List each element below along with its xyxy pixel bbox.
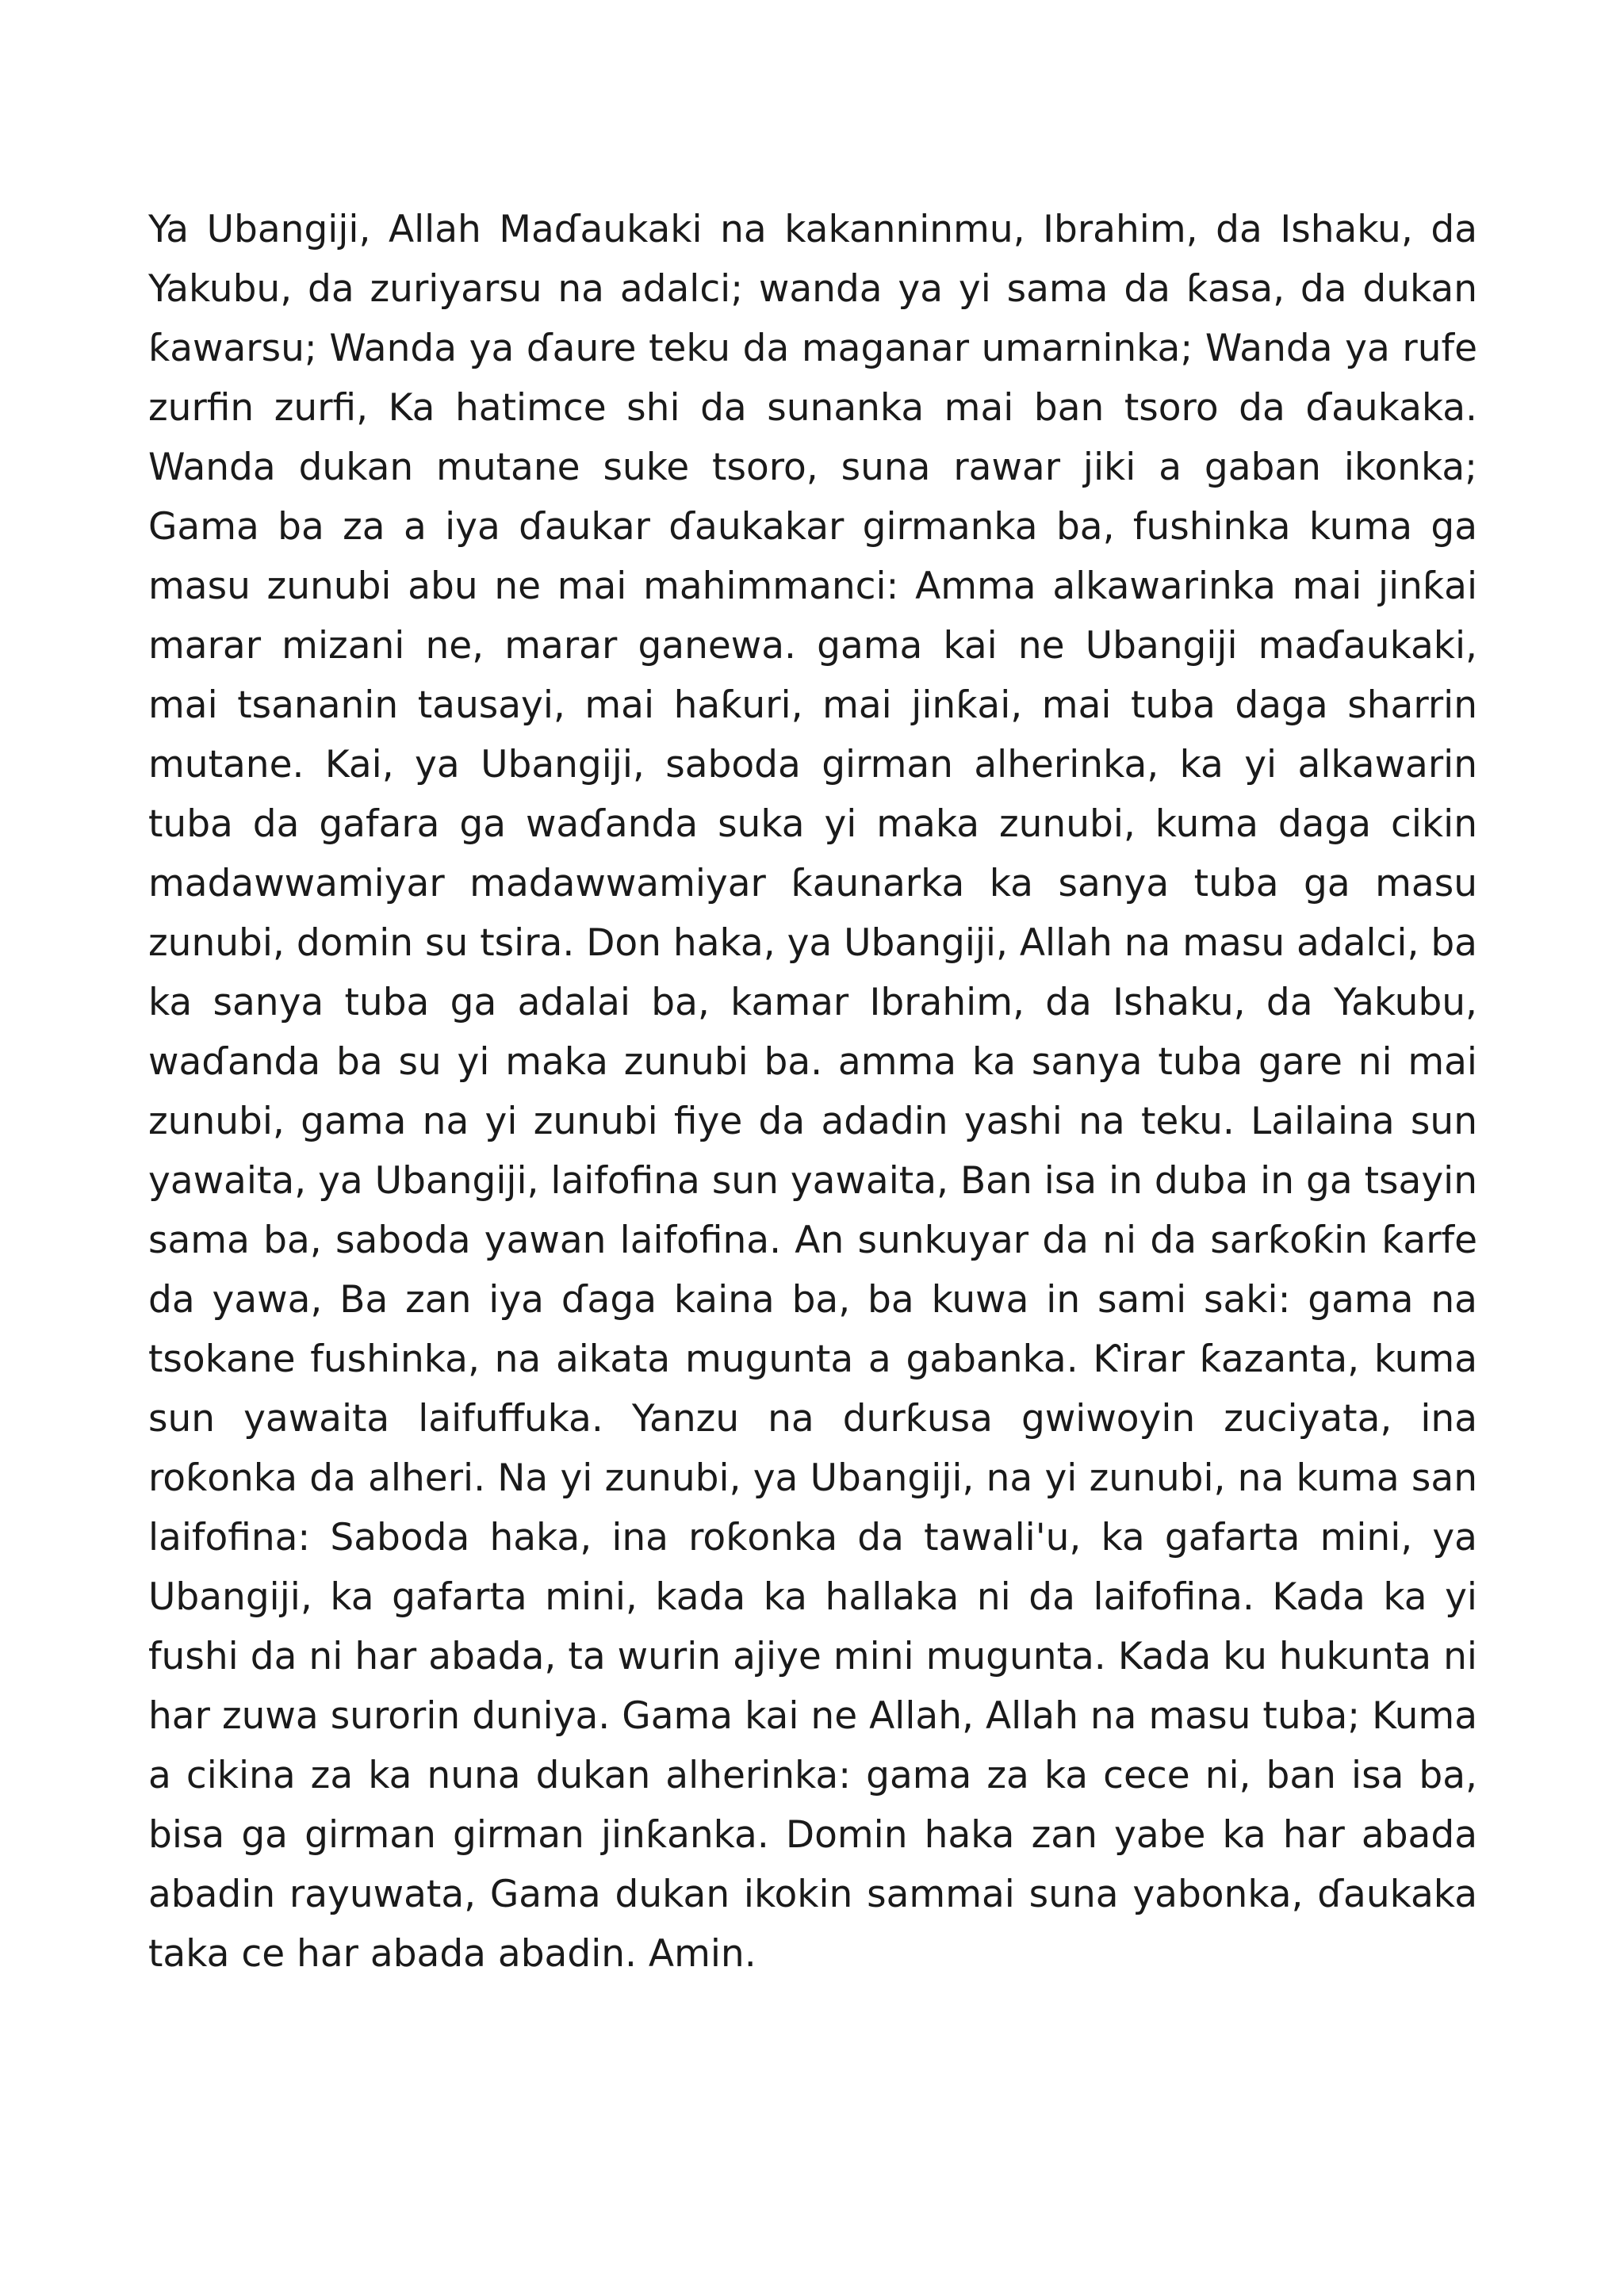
prayer-paragraph: Ya Ubangiji, Allah Maɗaukaki na kakanninmu, Ibrahim, da Ishaku, da Yakubu, da zuriyarsu na adalci; wanda ya yi sama da ƙasa, da dukan ƙawarsu; Wanda ya ɗaure teku da maganar umarninka; Wanda ya rufe zurfin zurfi, Ka hatimce shi da sunanka mai ban tsoro da ɗaukaka. Wanda dukan mutane suke tsoro, suna rawar jiki a gaban ikonka; Gama ba za a iya ɗaukar ɗaukakar girmanka ba, fushinka kuma ga masu zunubi abu ne mai mahimmanci: Amma alkawarinka mai jinƙai marar mizani ne, marar ganewa. gama kai ne Ubangiji maɗaukaki, mai tsananin tausayi, mai haƙuri, mai jinƙai, mai tuba daga sharrin mutane. Kai, ya Ubangiji, saboda girman alherinka, ka yi alkawarin tuba da gafara ga waɗanda suka yi maka zunubi, kuma daga cikin madawwamiyar madawwamiyar ƙaunarka ka sanya tuba ga masu zunubi, domin su tsira. Don haka, ya Ubangiji, Allah na masu adalci, ba ka sanya tuba ga adalai ba, kamar Ibrahim, da Ishaku, da Yakubu, waɗanda ba su yi maka zunubi ba. amma ka sanya tuba gare ni mai zunubi, gama na yi zunubi fiye da adadin yashi na teku. Lailaina sun yawaita, ya Ubangiji, laifofina sun yawaita, Ban isa in duba in ga tsayin sama ba, saboda yawan laifofina. An sunkuyar da ni da sarƙoƙin ƙarfe da yawa, Ba zan iya ɗaga kaina ba, ba kuwa in sami saki: gama na tsokane fushinka, na aikata mugunta a gabanka. Ƙirar ƙazanta, kuma sun yawaita laifuffuka. Yanzu na durƙusa gwiwoyin zuciyata, ina roƙonka da alheri. Na yi zunubi, ya Ubangiji, na yi zunubi, na kuma san laifofina: Saboda haka, ina roƙonka da tawali'u, ka gafarta mini, ya Ubangiji, ka gafarta mini, kada ka hallaka ni da laifofina. Kada ka yi fushi da ni har abada, ta wurin ajiye mini mugunta. Kada ku hukunta ni har zuwa surorin duniya. Gama kai ne Allah, Allah na masu tuba; Kuma a cikina za ka nuna dukan alherinka: gama za ka cece ni, ban isa ba, bisa ga girman girman jinƙanka. Domin haka zan yabe ka har abada abadin rayuwata, Gama dukan ikokin sammai suna yabonka, ɗaukaka taka ce har abada abadin. Amin.	[148, 208, 1477, 1976]
